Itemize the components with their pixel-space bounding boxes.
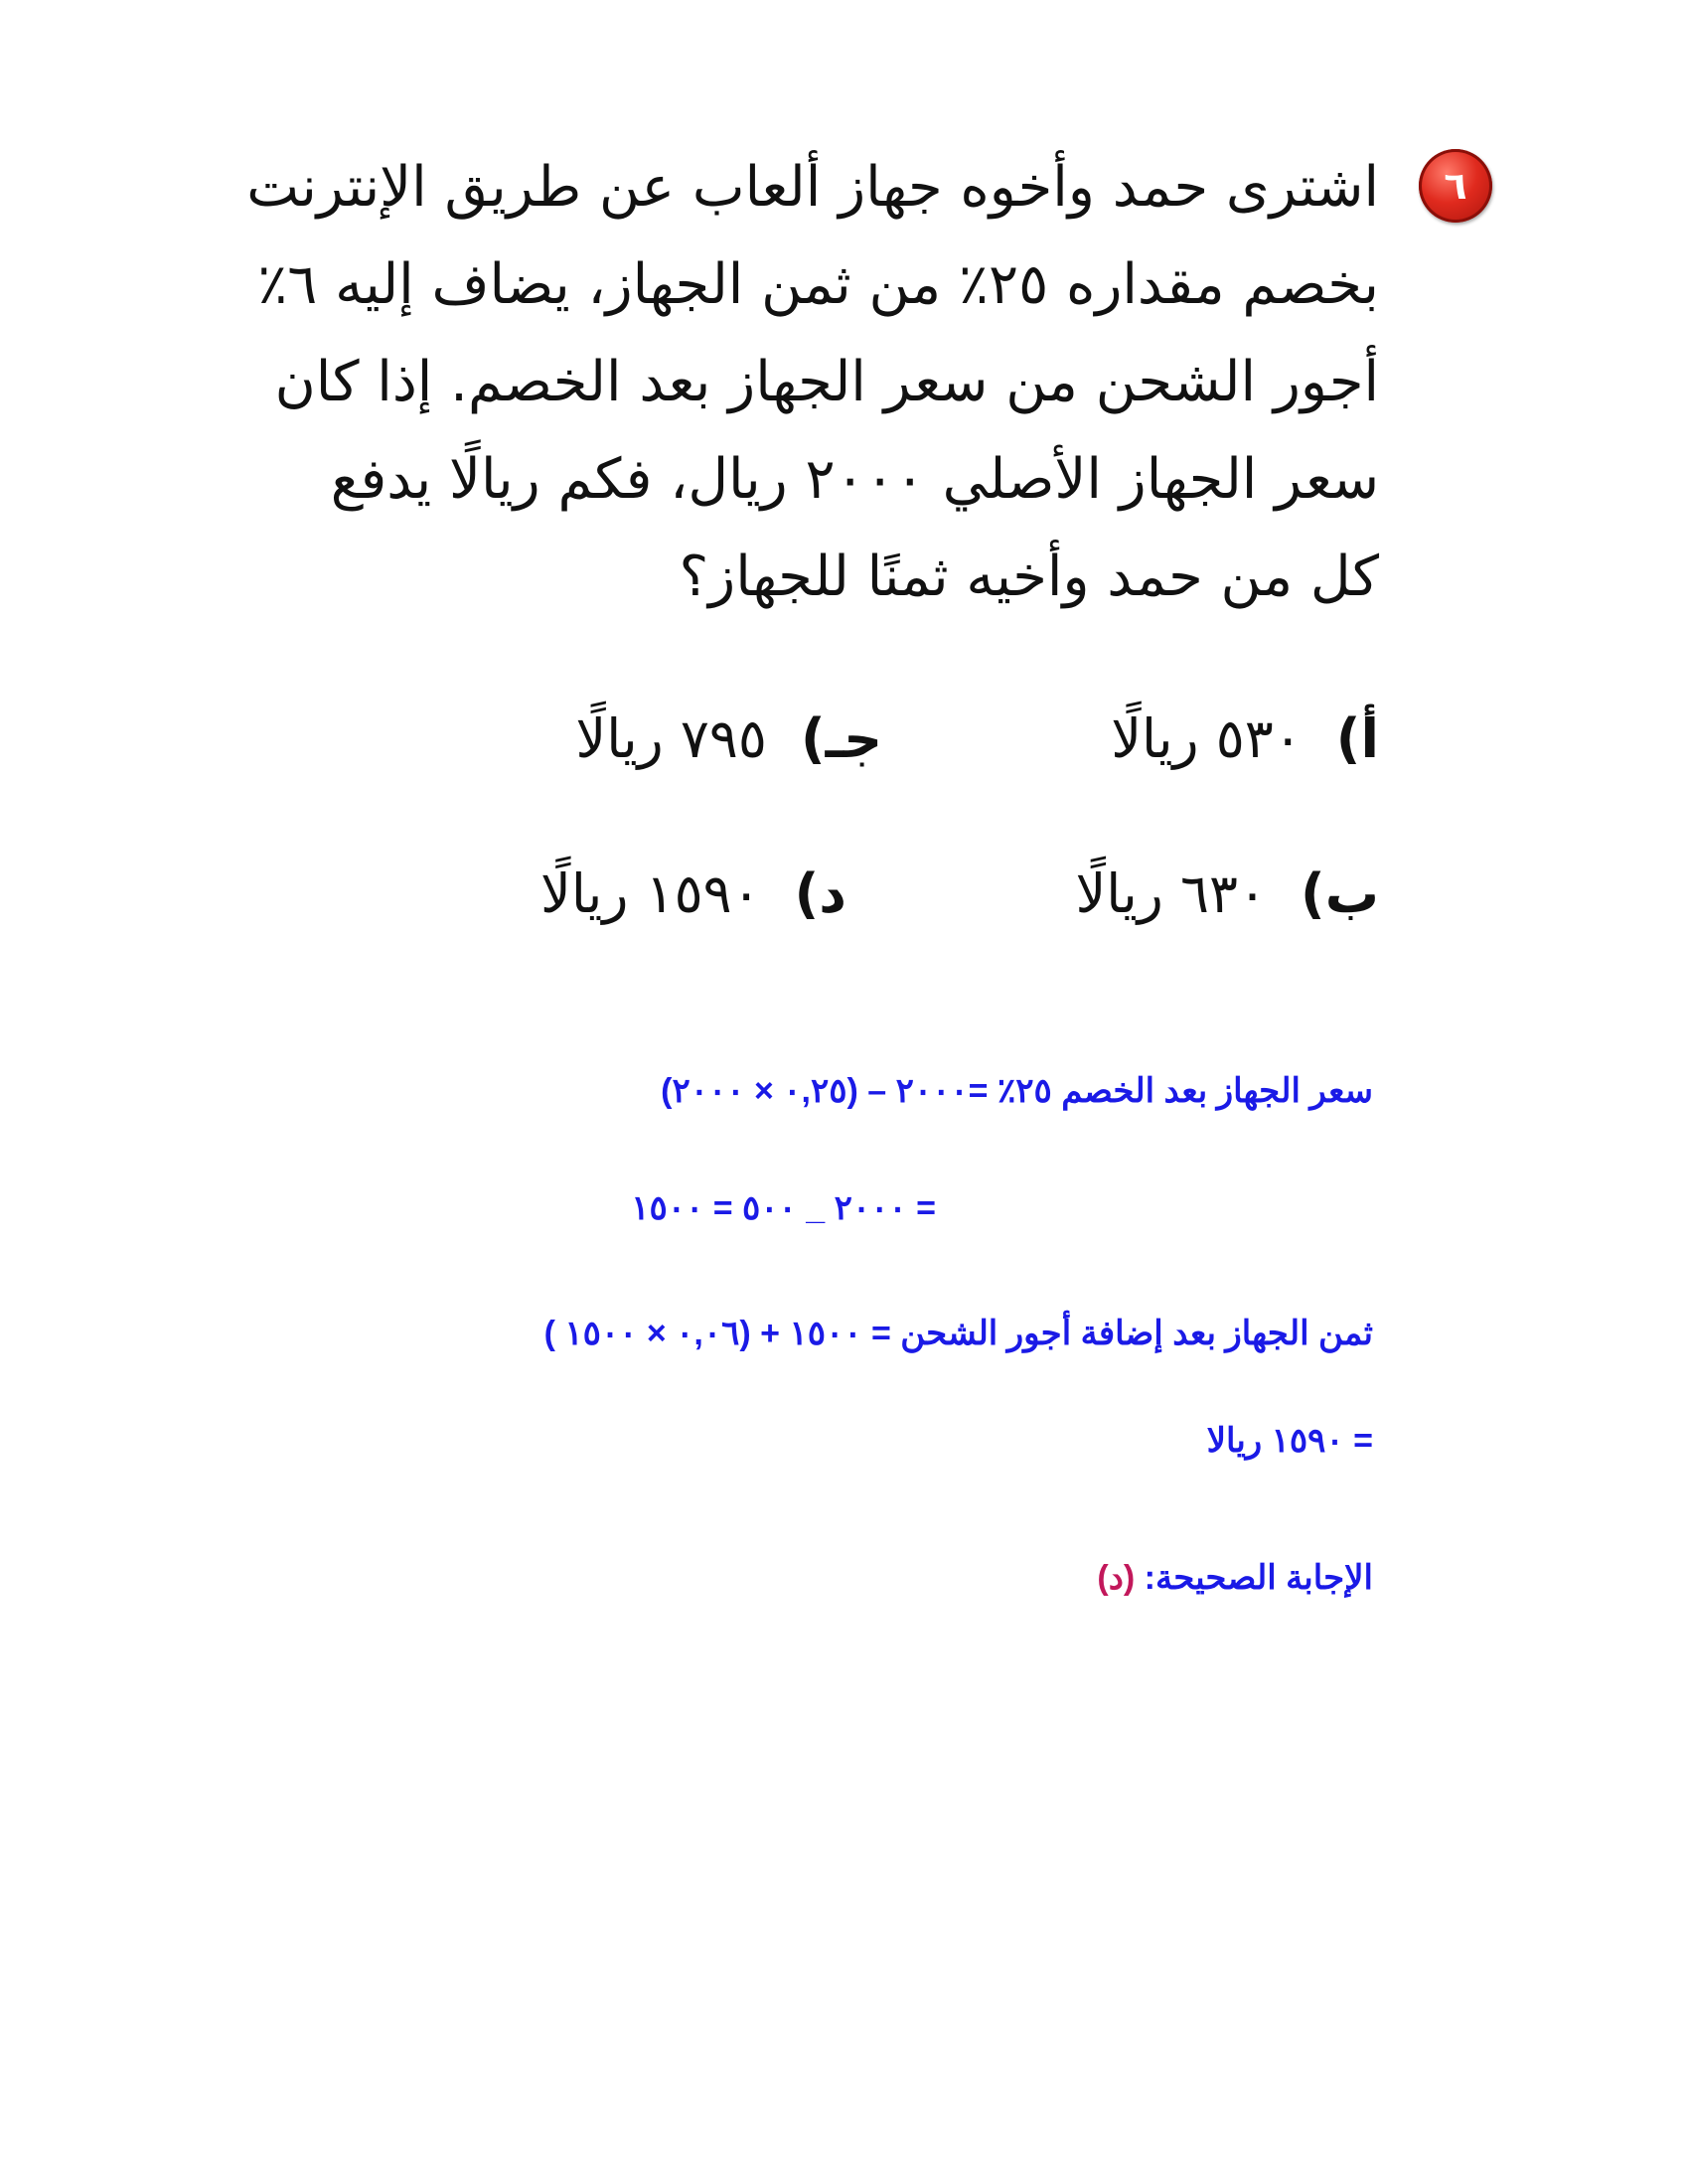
option-c[interactable] (575, 707, 882, 770)
option-b[interactable] (1076, 862, 1380, 925)
option-a-letter: أ) (1335, 707, 1379, 770)
correct-answer (1097, 1558, 1373, 1598)
correct-answer-label: الإجابة الصحيحة: (1144, 1559, 1373, 1597)
option-c-letter: جـ) (800, 707, 882, 770)
option-a[interactable] (1111, 707, 1379, 770)
solution-line-4: = ١٥٩٠ ريالا (1206, 1422, 1373, 1460)
question-line-3: أجور الشحن من سعر الجهاز بعد الخصم. إذا كان (274, 350, 1379, 414)
option-a-value: ٥٣٠ ريالًا (1111, 707, 1303, 770)
question-line-2: بخصم مقداره ٢٥٪ من ثمن الجهاز، يضاف إليه ٦٪ (257, 252, 1379, 317)
option-d[interactable] (540, 862, 846, 925)
option-b-letter: ب) (1301, 862, 1379, 925)
question-line-4: سعر الجهاز الأصلي ٢٠٠٠ ريال، فكم ريالًا يدفع (330, 447, 1379, 512)
solution-line-3: ثمن الجهاز بعد إضافة أجور الشحن = ١٥٠٠ + (٠,٠٦ × ١٥٠٠ ) (543, 1315, 1373, 1352)
solution-line-1: سعر الجهاز بعد الخصم ٢٥٪ =٢٠٠٠ – (٠,٢٥ × ٢٠٠٠) (661, 1072, 1373, 1110)
option-c-value: ٧٩٥ ريالًا (575, 707, 767, 770)
option-d-value: ١٥٩٠ ريالًا (540, 862, 761, 925)
option-d-letter: د) (794, 862, 846, 925)
correct-answer-value: (د) (1097, 1559, 1136, 1597)
solution-line-2: = ٢٠٠٠ _ ٥٠٠ = ١٥٠٠ (631, 1189, 936, 1227)
question-text-block (246, 139, 1379, 626)
option-b-value: ٦٣٠ ريالًا (1075, 862, 1268, 925)
question-number-badge: ٦ (1419, 149, 1492, 223)
question-line-5: كل من حمد وأخيه ثمنًا للجهاز؟ (679, 545, 1379, 609)
question-line-1: اشترى حمد وأخوه جهاز ألعاب عن طريق الإنترنت (246, 155, 1379, 220)
